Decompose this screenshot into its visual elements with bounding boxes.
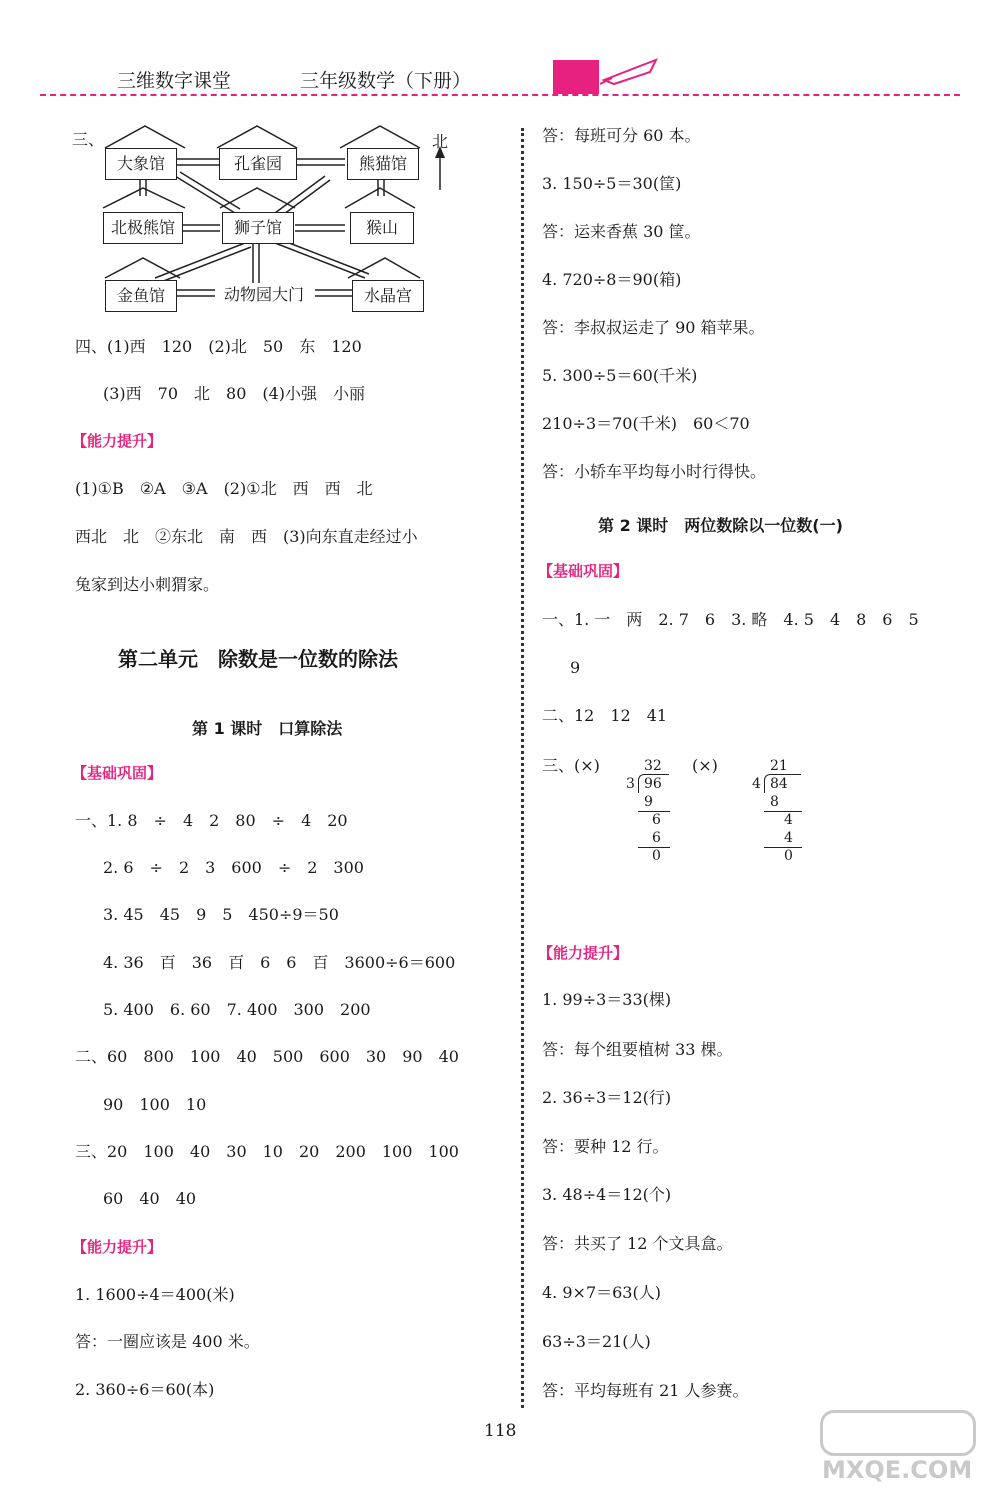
header-book-title: 三维数字课堂 xyxy=(117,70,232,92)
map-zoo-gate: 动物园大门 xyxy=(224,285,305,304)
div2-line1 xyxy=(764,811,802,812)
div1-dividend: 96 xyxy=(644,776,662,792)
c1-answer: 答：每个组要植树 33 棵。 xyxy=(542,1040,733,1059)
q2-line2: 90 100 10 xyxy=(103,1095,207,1114)
map-box-panda: 熊猫馆 xyxy=(347,148,419,180)
q3-line2: 60 40 40 xyxy=(103,1189,197,1208)
r-answer4: 答：李叔叔运走了 90 箱苹果。 xyxy=(542,318,765,337)
b3-mark1: 三、(×) xyxy=(542,756,600,775)
c4-eq2: 63÷3＝21(人) xyxy=(542,1332,651,1351)
r-eq4: 4. 720÷8＝90(箱) xyxy=(542,270,682,289)
ability-tag-2: 【能力提升】 xyxy=(72,1238,163,1256)
q1-item1: 一、1. 8 ÷ 4 2 80 ÷ 4 20 xyxy=(75,811,348,830)
basic-tag: 【基础巩固】 xyxy=(72,764,163,782)
r-answer1: 答：每班可分 60 本。 xyxy=(542,126,701,145)
map-box-monkey: 猴山 xyxy=(350,212,414,244)
column-divider xyxy=(521,128,524,1408)
north-label: 北 xyxy=(432,132,449,151)
c2-eq: 2. 36÷3＝12(行) xyxy=(542,1088,672,1107)
watermark-text: MXQE.COM xyxy=(822,1456,973,1484)
lesson1-title: 第 1 课时 口算除法 xyxy=(192,719,343,738)
c3-answer: 答：共买了 12 个文具盒。 xyxy=(542,1234,733,1253)
c4-answer: 答：平均每班有 21 人参赛。 xyxy=(542,1381,749,1400)
q3-line1: 三、20 100 40 30 10 20 200 100 100 xyxy=(75,1142,459,1161)
a1-answer: 答：一圈应该是 400 米。 xyxy=(75,1332,260,1351)
map-box-crystal-palace: 水晶宫 xyxy=(352,280,424,312)
div1-rem2: 0 xyxy=(652,848,661,864)
map-box-elephant: 大象馆 xyxy=(105,148,177,180)
r-eq3: 3. 150÷5＝30(筐) xyxy=(542,174,682,193)
long-division-2 xyxy=(752,758,824,868)
watermark-logo xyxy=(820,1410,976,1456)
header-badge xyxy=(553,60,599,94)
header-subject: 三年级数学（下册） xyxy=(300,70,472,92)
r-eq5b: 210÷3＝70(千米) 60＜70 xyxy=(542,414,750,433)
q1-item5: 5. 400 6. 60 7. 400 300 200 xyxy=(103,1000,371,1019)
rocket-icon xyxy=(600,56,660,86)
div2-line2 xyxy=(764,847,802,848)
q4-line1: 四、(1)西 120 (2)北 50 东 120 xyxy=(75,337,362,356)
q2-line1: 二、60 800 100 40 500 600 30 90 40 xyxy=(75,1047,459,1066)
div1-step1: 9 xyxy=(644,794,653,810)
a2-equation: 2. 360÷6＝60(本) xyxy=(75,1380,215,1399)
ability-tag-3: 【能力提升】 xyxy=(538,944,629,962)
page-number: 118 xyxy=(484,1421,517,1441)
r-answer5: 答：小轿车平均每小时行得快。 xyxy=(542,462,767,481)
div2-rem2: 0 xyxy=(784,848,793,864)
c3-eq: 3. 48÷4＝12(个) xyxy=(542,1185,672,1204)
b1-line2: 9 xyxy=(570,658,581,677)
map-box-polar-bear: 北极熊馆 xyxy=(103,212,183,244)
map-box-goldfish: 金鱼馆 xyxy=(105,280,177,312)
c4-eq1: 4. 9×7＝63(人) xyxy=(542,1283,661,1302)
r-answer3: 答：运来香蕉 30 筐。 xyxy=(542,222,701,241)
q1-item2: 2. 6 ÷ 2 3 600 ÷ 2 300 xyxy=(103,858,364,877)
div2-rem1: 4 xyxy=(784,812,793,828)
map-box-peacock: 孔雀园 xyxy=(219,148,297,180)
b2-line: 二、12 12 41 xyxy=(542,706,668,725)
map-box-lion: 狮子馆 xyxy=(222,212,294,244)
basic-tag-2: 【基础巩固】 xyxy=(538,562,629,580)
div1-quotient: 32 xyxy=(644,758,662,774)
ability-line2: 西北 北 ②东北 南 西 (3)向东直走经过小 xyxy=(75,527,418,546)
long-division-1 xyxy=(626,758,698,868)
r-eq5: 5. 300÷5＝60(千米) xyxy=(542,366,698,385)
unit-title: 第二单元 除数是一位数的除法 xyxy=(118,647,398,671)
a1-equation: 1. 1600÷4＝400(米) xyxy=(75,1285,235,1304)
div2-step2: 4 xyxy=(784,830,793,846)
div2-quotient: 21 xyxy=(770,758,788,774)
c2-answer: 答：要种 12 行。 xyxy=(542,1137,669,1156)
div2-dividend: 84 xyxy=(770,776,788,792)
q4-line2: (3)西 70 北 80 (4)小强 小丽 xyxy=(103,384,366,403)
div2-divisor: 4 xyxy=(752,776,761,792)
q1-item4: 4. 36 百 36 百 6 6 百 3600÷6＝600 xyxy=(103,953,456,972)
div1-rem1: 6 xyxy=(652,812,661,828)
lesson2-title: 第 2 课时 两位数除以一位数(一) xyxy=(598,516,843,535)
q1-item3: 3. 45 45 9 5 450÷9＝50 xyxy=(103,905,339,924)
ability-tag: 【能力提升】 xyxy=(72,432,163,450)
ability-line3: 兔家到达小刺猬家。 xyxy=(75,575,220,594)
b3-mark2: (×) xyxy=(692,756,718,775)
c1-eq: 1. 99÷3＝33(棵) xyxy=(542,990,672,1009)
header-divider xyxy=(40,94,960,96)
map-label: 三、 xyxy=(72,130,105,149)
div2-step1: 8 xyxy=(770,794,779,810)
b1-line1: 一、1. 一 两 2. 7 6 3. 略 4. 5 4 8 6 5 xyxy=(542,610,919,629)
div1-divisor: 3 xyxy=(626,776,635,792)
div1-step2: 6 xyxy=(652,830,661,846)
ability-line1: (1)①B ②A ③A (2)①北 西 西 北 xyxy=(75,479,373,498)
